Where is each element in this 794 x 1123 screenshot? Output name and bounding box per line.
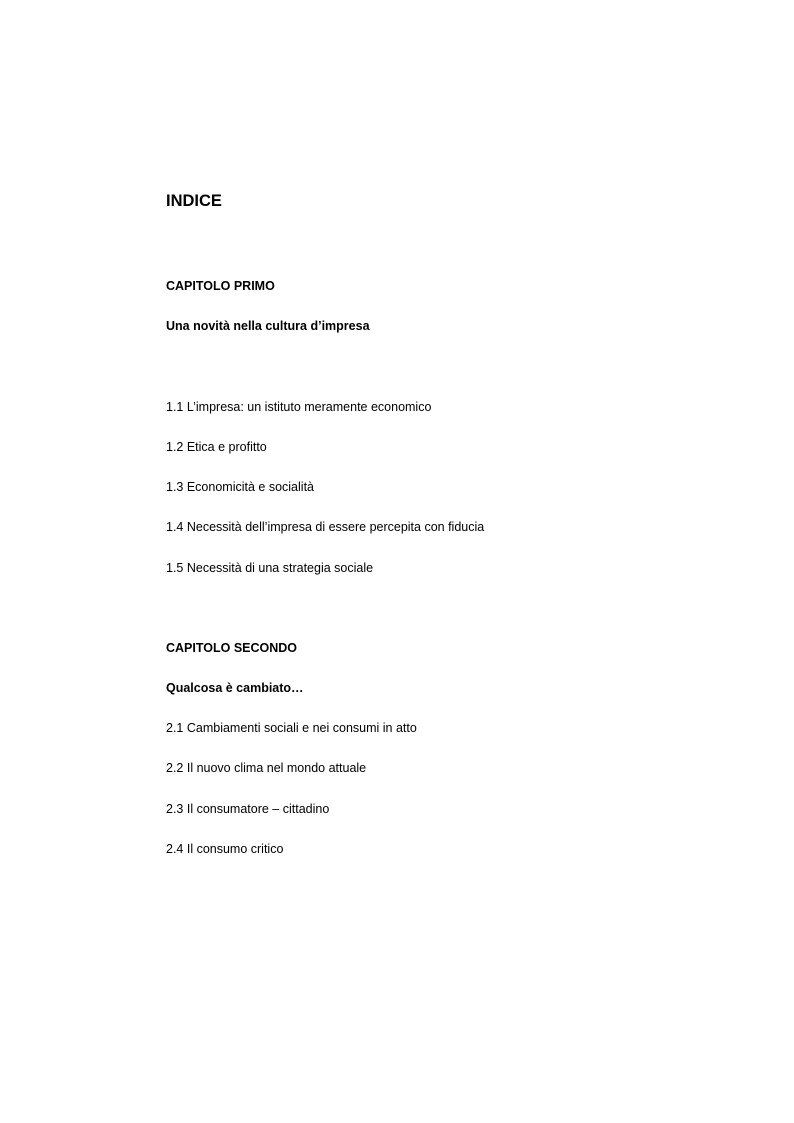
chapter-2-subtitle: Qualcosa è cambiato… bbox=[166, 681, 304, 695]
chapter-2-label: CAPITOLO SECONDO bbox=[166, 641, 298, 655]
toc-entry-1-4: 1.4 Necessità dell’impresa di essere percepita con fiducia bbox=[166, 520, 485, 534]
toc-entry-2-1: 2.1 Cambiamenti sociali e nei consumi in atto bbox=[166, 721, 417, 735]
toc-entry-1-3: 1.3 Economicità e socialità bbox=[166, 480, 314, 494]
toc-entry-1-5: 1.5 Necessità di una strategia sociale bbox=[166, 561, 374, 575]
chapter-1-label: CAPITOLO PRIMO bbox=[166, 279, 275, 293]
toc-entry-2-3: 2.3 Il consumatore – cittadino bbox=[166, 802, 330, 816]
toc-entry-1-1: 1.1 L’impresa: un istituto meramente economico bbox=[166, 400, 432, 414]
toc-entry-2-4: 2.4 Il consumo critico bbox=[166, 842, 284, 856]
chapter-1-subtitle: Una novità nella cultura d’impresa bbox=[166, 319, 370, 333]
toc-entry-1-2: 1.2 Etica e profitto bbox=[166, 440, 267, 454]
index-title: INDICE bbox=[166, 192, 222, 210]
toc-entry-2-2: 2.2 Il nuovo clima nel mondo attuale bbox=[166, 761, 367, 775]
